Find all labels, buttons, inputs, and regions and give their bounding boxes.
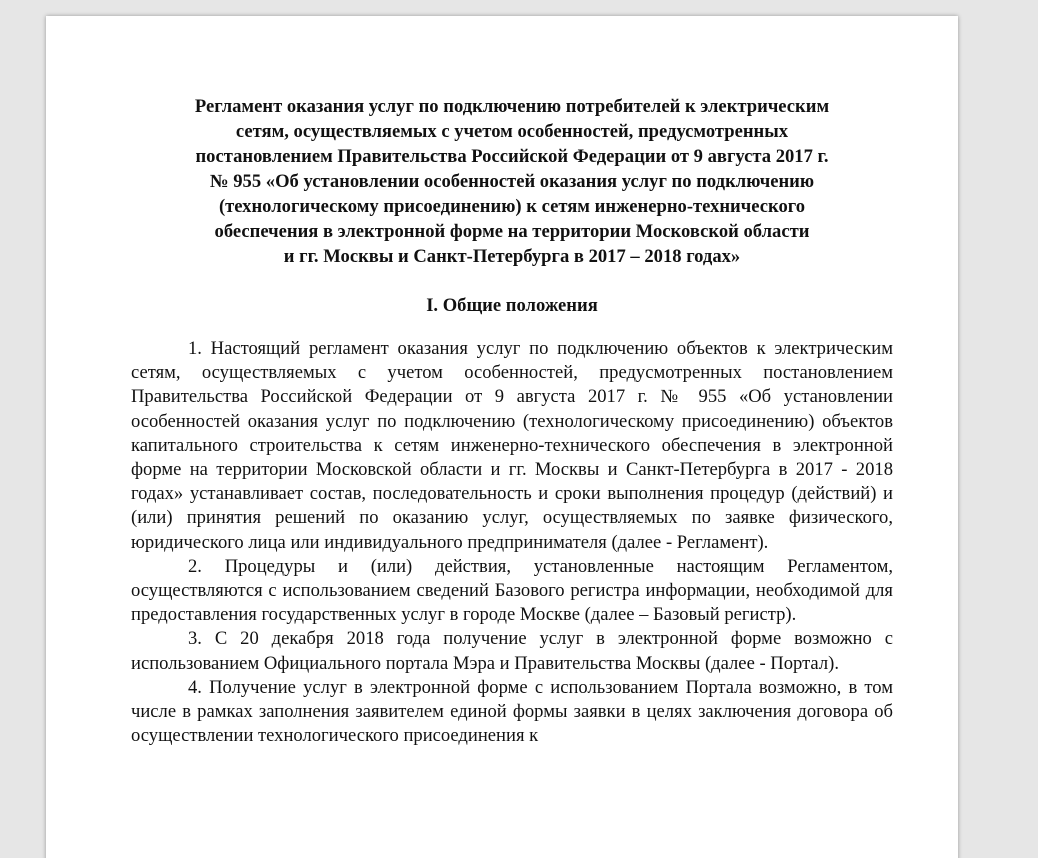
paragraph: 3. С 20 декабря 2018 года получение услуг в электронной форме возможно с использованием Официального портала Мэра и Правительства Москвы (далее - Портал). (131, 628, 893, 674)
title-line: (технологическому присоединению) к сетям инженерно-технического (218, 196, 806, 217)
title-line: постановлением Правительства Российской Федерации от 9 августа 2017 г. (195, 146, 829, 167)
title-line: Регламент оказания услуг по подключению потребителей к электрическим (194, 96, 830, 117)
paragraph: 2. Процедуры и (или) действия, установленные настоящим Регламентом, осуществляются с использованием сведений Базового регистра информации, необходимой для предоставления государственных услуг в городе Москве (далее – Базовый регистр). (131, 555, 893, 626)
section-heading: I. Общие положения (426, 295, 598, 316)
title-line: № 955 «Об установлении особенностей оказания услуг по подключению (209, 171, 815, 192)
document-title (131, 94, 893, 269)
paragraph: 4. Получение услуг в электронной форме с использованием Портала возможно, в том числе в рамках заполнения заявителем единой формы заявки в целях заключения договора об осуществлении технологического присоединения к (131, 676, 893, 747)
body-text (131, 337, 893, 748)
title-line: обеспечения в электронной форме на территории Московской области (214, 221, 810, 242)
page-content (131, 94, 893, 748)
title-line: и гг. Москвы и Санкт-Петербурга в 2017 – 2018 годах» (283, 246, 741, 267)
document-page (46, 16, 958, 858)
paragraph: 1. Настоящий регламент оказания услуг по подключению объектов к электрическим сетям, осуществляемых с учетом особенностей, предусмотренных постановлением Правительства Российской Федерации от 9 августа 2017 г. № 955 «Об установлении особенностей оказания услуг по подключению (технологическому присоединению) объектов капитального строительства к сетям инженерно-технического обеспечения в электронной форме на территории Московской области и гг. Москвы и Санкт-Петербурга в 2017 - 2018 годах» устанавливает состав, последовательность и сроки выполнения процедур (действий) и (или) принятия решений по оказанию услуг, осуществляемых по заявке физического, юридического лица или индивидуального предпринимателя (далее - Регламент). (131, 338, 893, 553)
title-line: сетям, осуществляемых с учетом особенностей, предусмотренных (235, 121, 789, 142)
